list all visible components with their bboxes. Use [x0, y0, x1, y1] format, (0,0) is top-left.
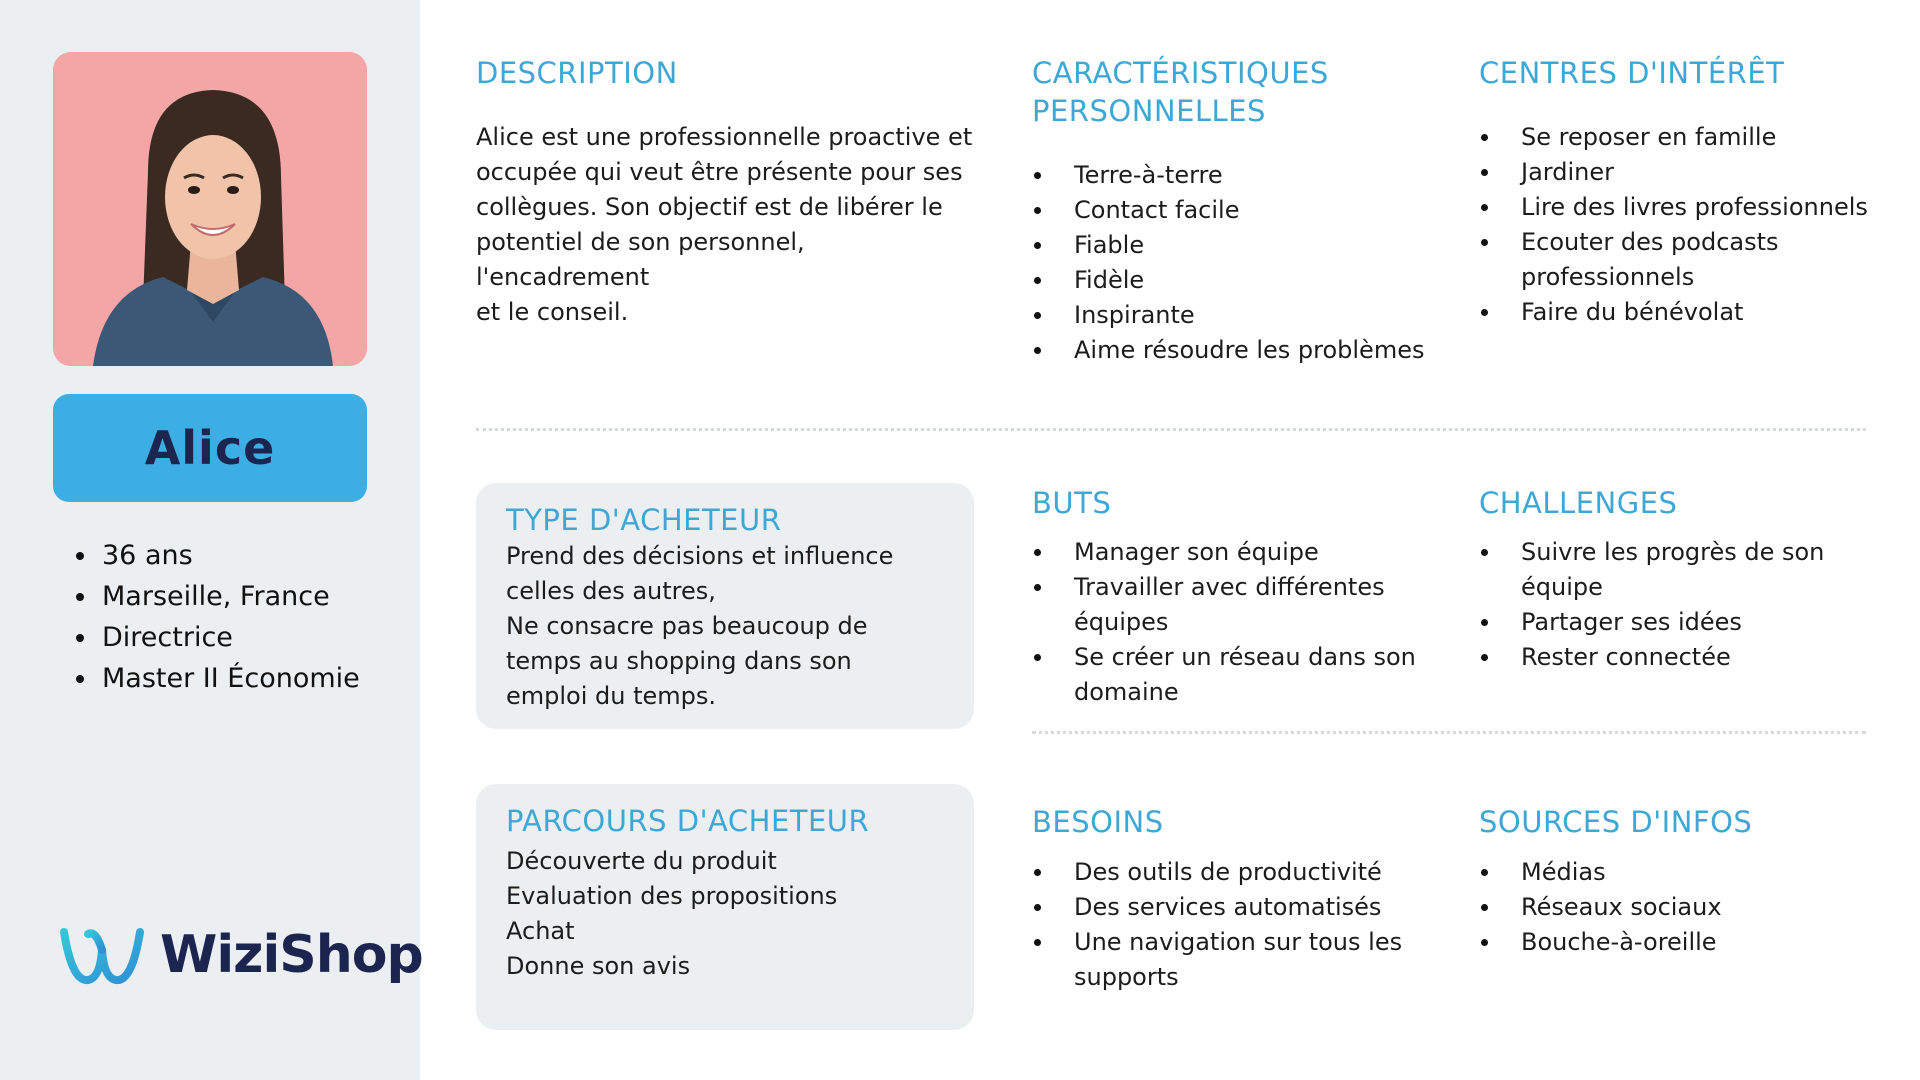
need-item: Une navigation sur tous les supports [1032, 925, 1402, 995]
buyer-type-text [506, 539, 944, 714]
description-line: collègues. Son objectif est de libérer le [476, 193, 943, 221]
description-heading: DESCRIPTION [476, 56, 678, 90]
persona-fact-location: Marseille, France [72, 576, 360, 617]
traits-heading-line: PERSONNELLES [1032, 94, 1266, 128]
source-item: Bouche-à-oreille [1479, 925, 1722, 960]
buyer-type-card [476, 483, 974, 729]
traits-heading [1032, 54, 1329, 130]
challenge-item: Suivre les progrès de son équipe [1479, 535, 1824, 605]
needs-heading: BESOINS [1032, 805, 1164, 839]
challenges-list [1479, 535, 1824, 675]
buyer-journey-step: Donne son avis [506, 952, 691, 980]
interest-item: Jardiner [1479, 155, 1868, 190]
source-item: Réseaux sociaux [1479, 890, 1722, 925]
goals-list [1032, 535, 1416, 710]
interests-heading: CENTRES D'INTÉRÊT [1479, 56, 1785, 90]
description-line: potentiel de son personnel, l'encadrement [476, 228, 805, 291]
wizishop-logo [58, 920, 423, 990]
traits-heading-line: CARACTÉRISTIQUES [1032, 56, 1329, 90]
challenges-heading: CHALLENGES [1479, 486, 1678, 520]
goal-item: Travailler avec différentes équipes [1032, 570, 1416, 640]
interests-list [1479, 120, 1868, 330]
persona-sidebar [0, 0, 423, 1080]
trait-item: Fidèle [1032, 263, 1424, 298]
persona-fact-job: Directrice [72, 617, 360, 658]
persona-photo [53, 52, 367, 366]
traits-list [1032, 158, 1424, 368]
persona-portrait-image [53, 52, 367, 366]
trait-item: Contact facile [1032, 193, 1424, 228]
trait-item: Terre-à-terre [1032, 158, 1424, 193]
buyer-journey-step: Découverte du produit [506, 847, 777, 875]
buyer-type-line: Prend des décisions et influence [506, 542, 894, 570]
buyer-journey-step: Evaluation des propositions [506, 882, 838, 910]
needs-list [1032, 855, 1402, 995]
buyer-journey-card [476, 784, 974, 1030]
buyer-type-heading: TYPE D'ACHETEUR [506, 503, 782, 537]
persona-fact-age: 36 ans [72, 535, 360, 576]
wizishop-logo-text: WiziShop [160, 925, 423, 985]
buyer-type-line: temps au shopping dans son [506, 647, 852, 675]
challenge-item: Partager ses idées [1479, 605, 1824, 640]
wizishop-w-logo-icon [58, 920, 146, 990]
trait-item: Aime résoudre les problèmes [1032, 333, 1424, 368]
interest-item: Faire du bénévolat [1479, 295, 1868, 330]
sources-heading: SOURCES D'INFOS [1479, 805, 1753, 839]
persona-name-badge: Alice [53, 394, 367, 502]
description-line: occupée qui veut être présente pour ses [476, 158, 963, 186]
description-text [476, 120, 976, 330]
buyer-journey-steps [506, 844, 944, 984]
interest-item: Lire des livres professionnels [1479, 190, 1868, 225]
persona-facts-list [72, 535, 360, 699]
description-line: Alice est une professionnelle proactive et [476, 123, 973, 151]
interest-item: Ecouter des podcasts professionnels [1479, 225, 1868, 295]
goal-item: Manager son équipe [1032, 535, 1416, 570]
buyer-journey-heading: PARCOURS D'ACHETEUR [506, 804, 870, 838]
trait-item: Fiable [1032, 228, 1424, 263]
need-item: Des services automatisés [1032, 890, 1402, 925]
goal-item: Se créer un réseau dans son domaine [1032, 640, 1416, 710]
buyer-type-line: emploi du temps. [506, 682, 717, 710]
buyer-journey-step: Achat [506, 917, 575, 945]
need-item: Des outils de productivité [1032, 855, 1402, 890]
section-divider [476, 428, 1866, 431]
description-line: et le conseil. [476, 298, 629, 326]
persona-fact-education: Master II Économie [72, 658, 360, 699]
section-divider [1032, 731, 1866, 734]
goals-heading: BUTS [1032, 486, 1112, 520]
challenge-item: Rester connectée [1479, 640, 1824, 675]
sources-list [1479, 855, 1722, 960]
buyer-type-line: Ne consacre pas beaucoup de [506, 612, 868, 640]
interest-item: Se reposer en famille [1479, 120, 1868, 155]
trait-item: Inspirante [1032, 298, 1424, 333]
buyer-type-line: celles des autres, [506, 577, 716, 605]
source-item: Médias [1479, 855, 1722, 890]
